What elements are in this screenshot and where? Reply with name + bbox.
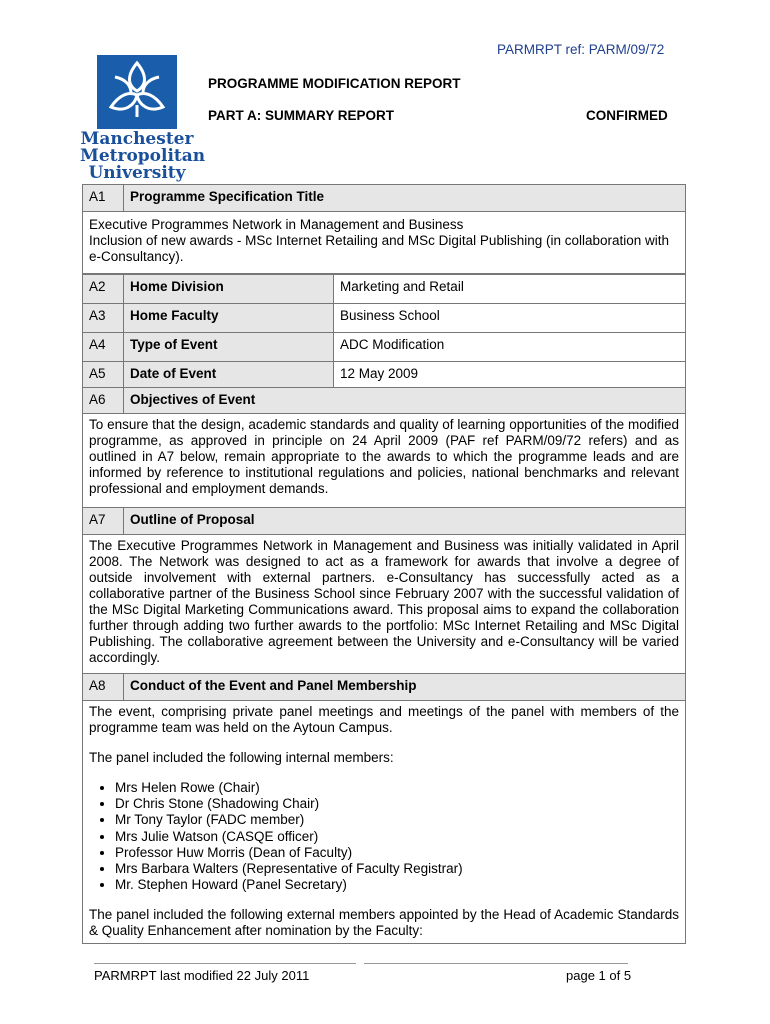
list-item: • Mr Tony Taylor (FADC member) [115, 812, 679, 828]
section-label: Outline of Proposal [124, 508, 686, 535]
external-members-intro: The panel included the following external members appointed by the Head of Academic Standards & Quality Enhancement after nomination by the Faculty: [89, 907, 679, 939]
section-number: A4 [83, 333, 124, 362]
section-number: A3 [83, 304, 124, 333]
event-type-value: ADC Modification [334, 333, 686, 362]
logo-line-2: Metropolitan [80, 146, 206, 166]
objectives-text: To ensure that the design, academic standards and quality of learning opportunities of the modified programme, as approved in principle on 24 April 2009 (PAF ref PARM/09/72 refers) and as outlined in A7 below, remain appropriate to the awards to which the programme leads and are informed by reference to institutional regulations and policies, national benchmarks and relevant professional and employment demands. [83, 414, 686, 508]
list-item: • Professor Huw Morris (Dean of Faculty) [115, 845, 679, 861]
report-status: CONFIRMED [586, 108, 668, 123]
section-body [83, 212, 686, 274]
event-date-value: 12 May 2009 [334, 362, 686, 389]
section-number: A5 [83, 362, 124, 389]
section-a8 [82, 673, 686, 944]
event-date-label: Date of Event [124, 362, 334, 389]
section-number: A1 [83, 185, 124, 212]
section-label: Objectives of Event [124, 388, 686, 414]
footer-modified: PARMRPT last modified 22 July 2011 [94, 968, 310, 983]
panel-membership-body [83, 701, 686, 944]
section-a1 [82, 184, 686, 274]
home-division-value: Marketing and Retail [334, 275, 686, 304]
internal-members-list [89, 780, 679, 893]
logo-line-1: Manchester [80, 129, 194, 149]
list-item: • Mrs Julie Watson (CASQE officer) [115, 829, 679, 845]
internal-members-intro: The panel included the following internal members: [89, 750, 394, 765]
university-logo [80, 55, 206, 185]
event-description: The event, comprising private panel meetings and meetings of the panel with members of the programme team was held on the Aytoun Campus. [89, 704, 679, 735]
list-item: • Mrs Barbara Walters (Representative of Faculty Registrar) [115, 861, 679, 877]
home-faculty-label: Home Faculty [124, 304, 334, 333]
section-number: A8 [83, 674, 124, 701]
details-table [82, 274, 686, 389]
footer-page-number: page 1 of 5 [566, 968, 632, 983]
programme-change: Inclusion of new awards - MSc Internet Retailing and MSc Digital Publishing (in collaboration with e-Consultancy). [89, 233, 670, 264]
section-a7 [82, 507, 686, 675]
proposal-text: The Executive Programmes Network in Management and Business was initially validated in April 2008. The Network was designed to act as a framework for awards that involve a degree of outside involvement with external partners. e-Consultancy has successfully acted as a collaborative partner of the Business School since February 2007 with the successful validation of the MSc Digital Marketing Communications award. This proposal aims to expand the collaboration further through adding two further awards to the portfolio: MSc Internet Retailing and MSc Digital Publishing. The collaborative agreement between the University and e-Consultancy will be varied accordingly. [83, 535, 686, 675]
section-label: Conduct of the Event and Panel Membership [124, 674, 686, 701]
bee-emblem-icon [97, 55, 177, 129]
section-a6 [82, 387, 686, 508]
logo-wordmark [80, 129, 206, 183]
section-number: A6 [83, 388, 124, 414]
footer-rule-right [364, 963, 628, 964]
section-number: A7 [83, 508, 124, 535]
list-item: • Mrs Helen Rowe (Chair) [115, 780, 679, 796]
report-part: PART A: SUMMARY REPORT [208, 108, 395, 123]
report-title: PROGRAMME MODIFICATION REPORT [208, 76, 461, 91]
home-faculty-value: Business School [334, 304, 686, 333]
document-reference: PARMRPT ref: PARM/09/72 [497, 42, 665, 57]
home-division-label: Home Division [124, 275, 334, 304]
section-number: A2 [83, 275, 124, 304]
list-item: • Dr Chris Stone (Shadowing Chair) [115, 796, 679, 812]
list-item: • Mr. Stephen Howard (Panel Secretary) [115, 877, 679, 893]
logo-line-3: University [88, 163, 186, 183]
section-label: Programme Specification Title [124, 185, 686, 212]
logo-emblem [97, 55, 177, 129]
footer-rule-left [94, 963, 356, 964]
event-type-label: Type of Event [124, 333, 334, 362]
programme-title: Executive Programmes Network in Management and Business [89, 217, 464, 232]
